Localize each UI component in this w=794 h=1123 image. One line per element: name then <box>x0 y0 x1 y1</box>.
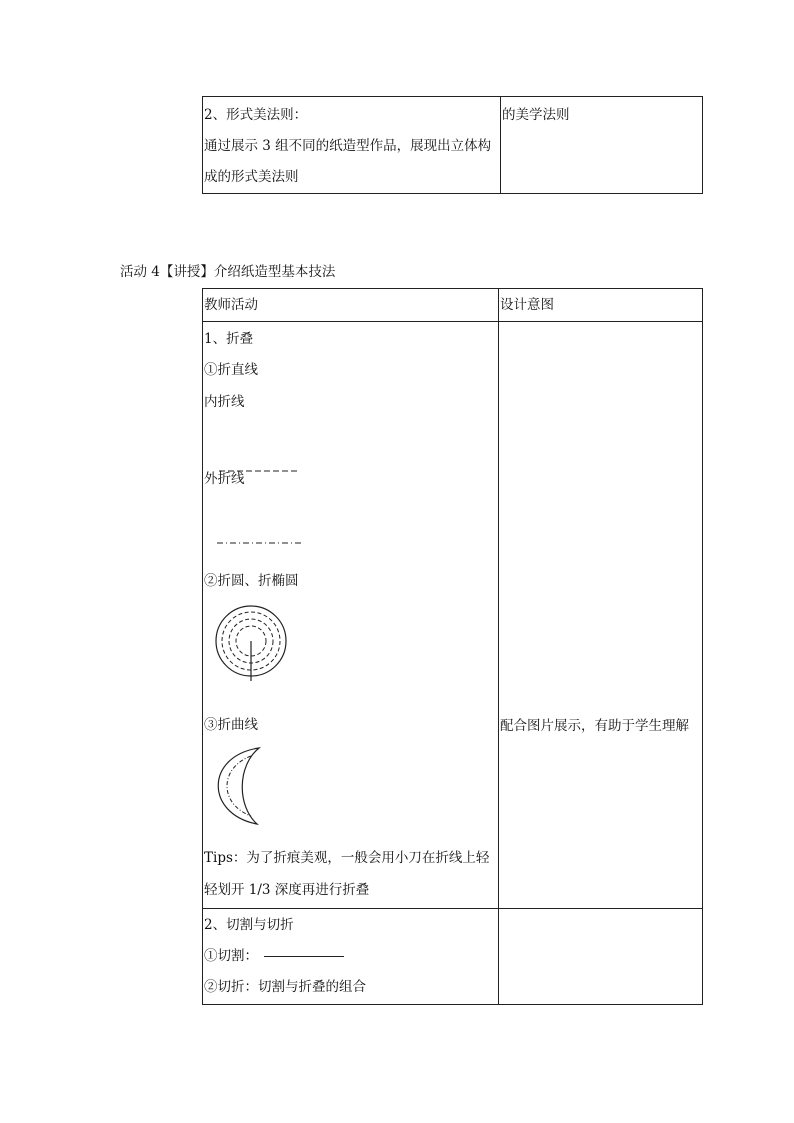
circle-fold-label: ②折圆、折椭圆 <box>204 573 299 589</box>
fold-title: 1、折叠 <box>204 331 254 347</box>
cutting-cell <box>203 909 499 1005</box>
outer-fold-label: 外折线 <box>204 471 245 487</box>
form-beauty-title: 2、形式美法则： <box>204 107 308 123</box>
outer-fold-dashdot-line <box>217 540 305 546</box>
table-form-beauty <box>202 96 703 194</box>
header-design-intent: 设计意图 <box>499 289 703 322</box>
activity-heading: 活动 4【讲授】介绍纸造型基本技法 <box>120 264 336 280</box>
table-activity-4 <box>202 288 703 1005</box>
cutting-intent-cell <box>499 909 703 1005</box>
form-beauty-line3: 成的形式美法则 <box>204 169 299 185</box>
cut-row <box>203 941 498 972</box>
cutting-title: 2、切割与切折 <box>204 917 294 933</box>
curve-fold-label: ③折曲线 <box>204 717 258 733</box>
tips-line1: Tips：为了折痕美观，一般会用小刀在折线上轻 <box>204 850 490 866</box>
cut-label: ①切割： <box>204 948 258 964</box>
straight-fold-label: ①折直线 <box>204 362 258 378</box>
cut-fold-label: ②切折：切割与折叠的组合 <box>204 979 366 995</box>
table1-col1 <box>203 97 501 194</box>
curve-fold-crescent-diagram <box>217 746 267 828</box>
table1-col2 <box>501 97 703 194</box>
folding-intent-text: 配合图片展示，有助于学生理解 <box>500 718 689 734</box>
cut-solid-line <box>264 956 344 957</box>
folding-cell <box>203 322 499 909</box>
form-beauty-line2: 通过展示 3 组不同的纸造型作品，展现出立体构 <box>204 138 492 154</box>
table1-intent: 的美学法则 <box>502 107 570 123</box>
header-teacher-activity: 教师活动 <box>203 289 499 322</box>
circle-fold-diagram <box>213 603 291 683</box>
tips-line2: 轻划开 1/3 深度再进行折叠 <box>204 882 370 898</box>
inner-fold-label: 内折线 <box>204 394 245 410</box>
folding-intent-cell <box>499 322 703 909</box>
